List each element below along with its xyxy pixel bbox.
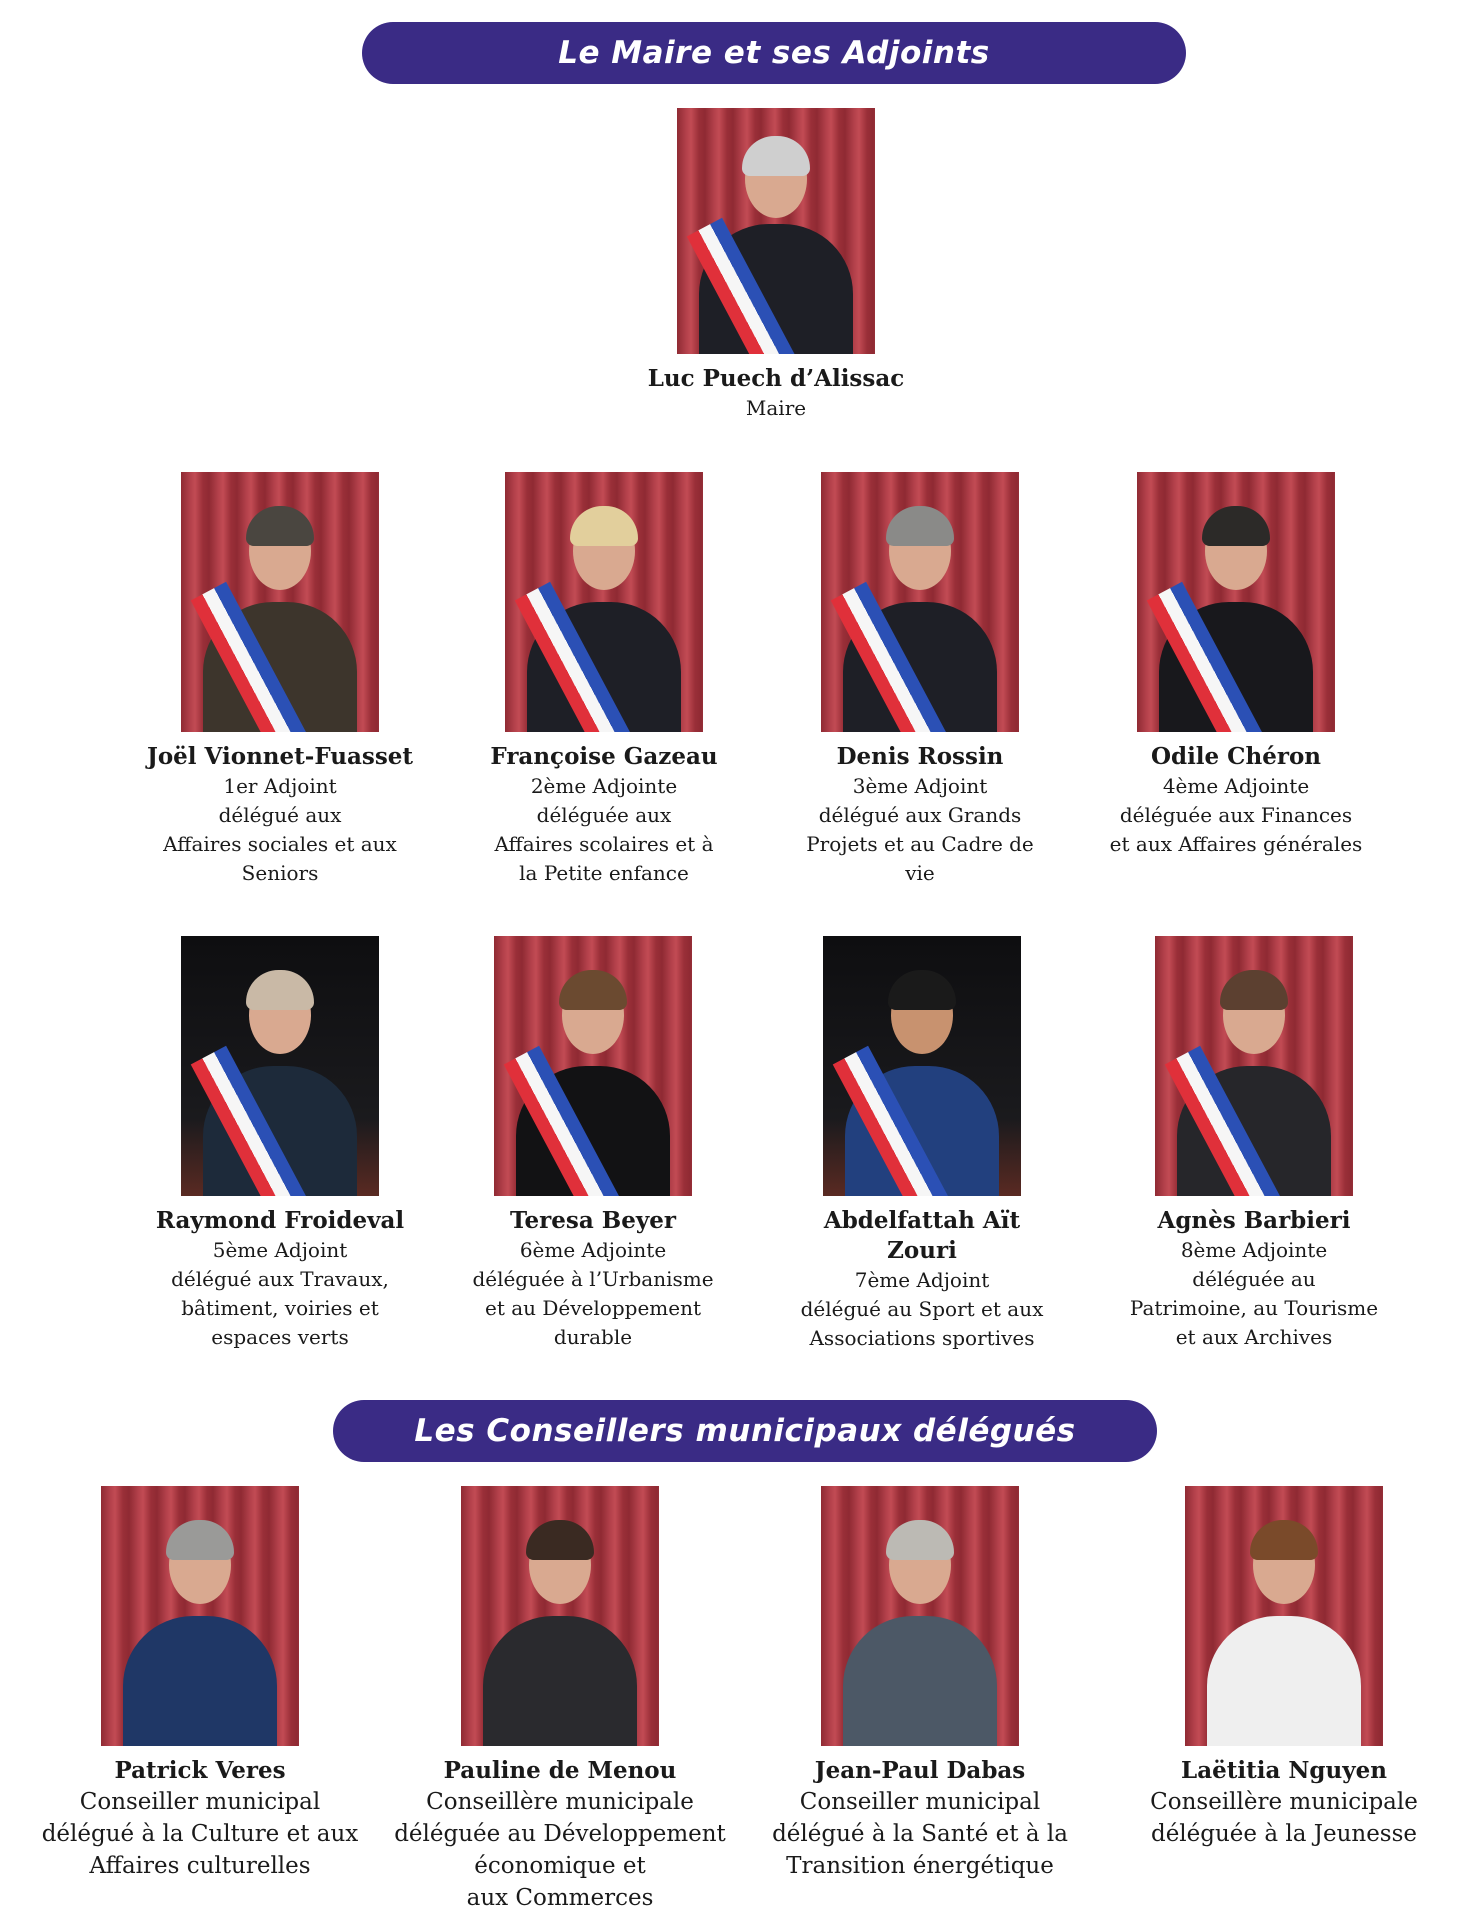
person-role: 2ème Adjointe [530,774,678,798]
conseiller-photo [1185,1486,1383,1746]
conseiller-photo [101,1486,299,1746]
person-role: 4ème Adjointe [1162,774,1310,798]
person-role: 6ème Adjointe [519,1238,667,1262]
person-name: Odile Chéron [1150,743,1322,770]
conseiller-card-1 [30,1486,370,1882]
adjoint-card-6 [443,936,743,1352]
person-delegation: délégué aux Grands Projets et au Cadre de vie [806,803,1034,885]
section-title: Les Conseillers municipaux délégués [414,1413,1076,1449]
person-role: Conseiller municipal [79,1789,321,1815]
adjoint-photo [821,472,1019,732]
conseiller-photo [461,1486,659,1746]
person-role: 5ème Adjoint [212,1238,348,1262]
person-role: 3ème Adjoint [852,774,988,798]
person-delegation: déléguée à la Jeunesse [1150,1821,1418,1847]
section-title: Le Maire et ses Adjoints [558,35,990,71]
person-name: Françoise Gazeau [490,743,718,770]
person-name: Abdelfattah Aït Zouri [823,1207,1021,1264]
adjoint-photo [181,472,379,732]
person-role: Conseillère municipale [1150,1789,1418,1815]
person-role: Maire [745,396,807,420]
adjoint-photo [494,936,692,1196]
mayor-card [626,108,926,423]
person-delegation: délégué aux Travaux, bâtiment, voiries et espaces verts [171,1267,389,1349]
person-name: Jean-Paul Dabas [814,1757,1026,1784]
person-name: Laëtitia Nguyen [1181,1757,1387,1784]
adjoint-card-1 [130,472,430,888]
person-name: Denis Rossin [836,743,1004,770]
adjoint-card-4 [1086,472,1386,859]
person-delegation: délégué à la Culture et aux Affaires culturelles [41,1821,359,1879]
person-delegation: déléguée à l’Urbanisme et au Développement durable [472,1267,714,1349]
person-role: 1er Adjoint [223,774,337,798]
person-delegation: déléguée aux Affaires scolaires et à la Petite enfance [494,803,714,885]
person-delegation: délégué à la Santé et à la Transition énergétique [772,1821,1068,1879]
person-name: Teresa Beyer [510,1207,676,1234]
section-banner-maire-adjoints [362,22,1186,84]
adjoint-card-3 [770,472,1070,888]
person-name: Luc Puech d’Alissac [647,365,905,392]
person-role: 7ème Adjoint [854,1268,990,1292]
person-name: Pauline de Menou [443,1757,677,1784]
conseiller-card-3 [760,1486,1080,1882]
adjoint-card-8 [1104,936,1404,1352]
person-delegation: déléguée au Développement économique et aux Commerces [394,1821,726,1911]
adjoint-card-2 [454,472,754,888]
adjoint-photo [1137,472,1335,732]
conseiller-card-2 [390,1486,730,1914]
adjoint-photo [823,936,1021,1196]
adjoint-card-5 [130,936,430,1352]
person-name: Raymond Froideval [155,1207,405,1234]
person-delegation: déléguée au Patrimoine, au Tourisme et aux Archives [1129,1267,1379,1349]
person-name: Joël Vionnet-Fuasset [146,743,414,770]
adjoint-photo [505,472,703,732]
conseiller-photo [821,1486,1019,1746]
mayor-photo [677,108,875,354]
adjoint-card-7 [772,936,1072,1353]
person-delegation: délégué au Sport et aux Associations sportives [800,1297,1044,1350]
section-banner-conseillers [333,1400,1157,1462]
person-name: Patrick Veres [114,1757,286,1784]
person-delegation: délégué aux Affaires sociales et aux Seniors [163,803,397,885]
conseiller-card-4 [1124,1486,1444,1850]
adjoint-photo [181,936,379,1196]
person-name: Agnès Barbieri [1157,1207,1351,1234]
person-role: Conseillère municipale [426,1789,694,1815]
person-delegation: déléguée aux Finances et aux Affaires générales [1109,803,1363,856]
person-role: Conseiller municipal [799,1789,1041,1815]
person-role: 8ème Adjointe [1180,1238,1328,1262]
adjoint-photo [1155,936,1353,1196]
